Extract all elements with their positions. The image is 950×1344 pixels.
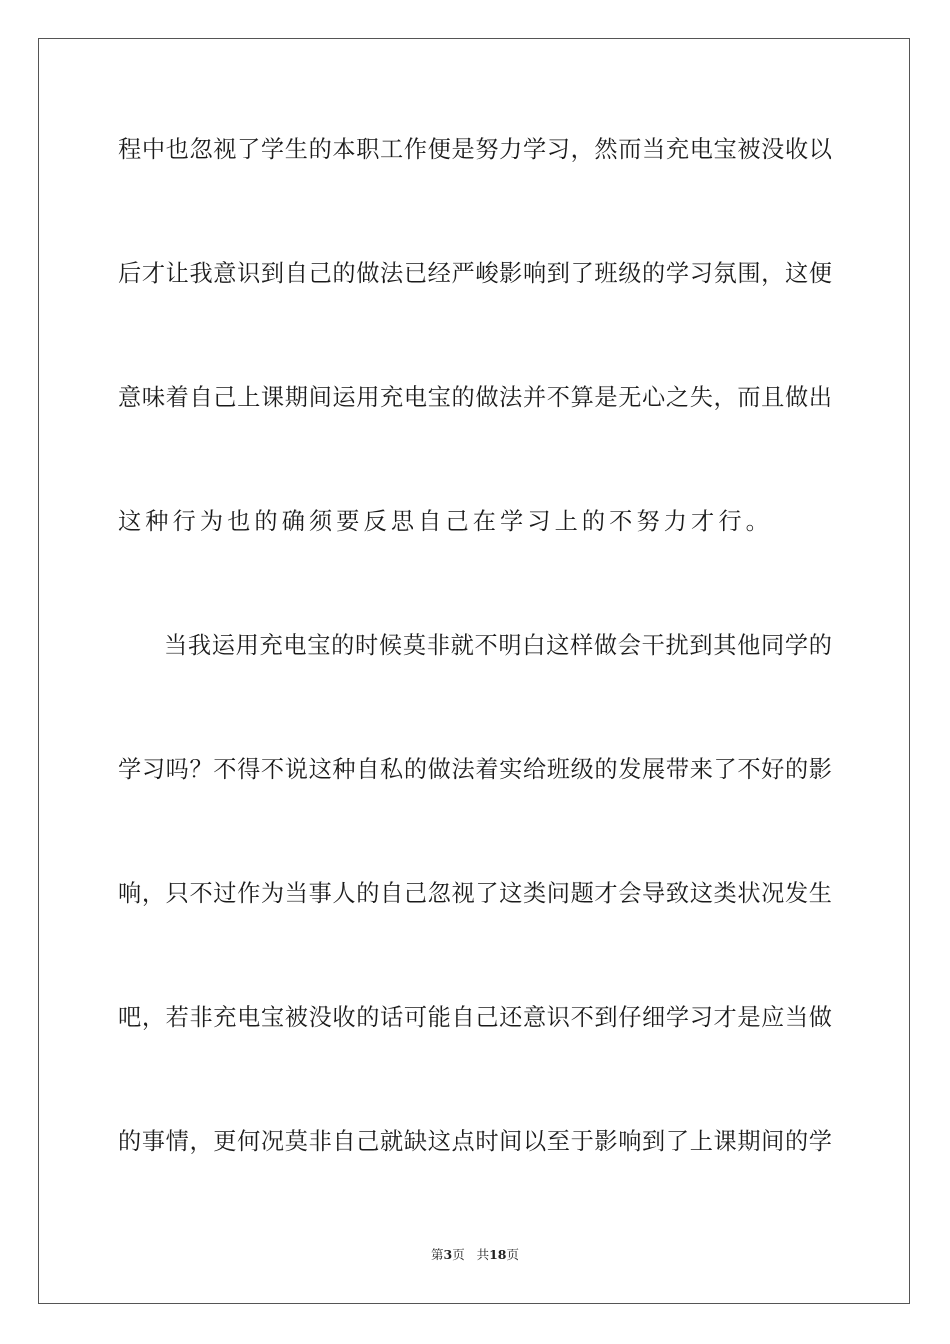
- footer-suffix: 页: [506, 1247, 520, 1262]
- body-text-line: 吧，若非充电宝被没收的话可能自己还意识不到仔细学习才是应当做: [118, 1004, 832, 1031]
- current-page-number: 3: [443, 1247, 453, 1262]
- body-text-line: 后才让我意识到自己的做法已经严峻影响到了班级的学习氛围，这便: [118, 260, 832, 287]
- body-text-line: 意味着自己上课期间运用充电宝的做法并不算是无心之失，而且做出: [118, 384, 832, 411]
- paragraph-first-line: 当我运用充电宝的时候莫非就不明白这样做会干扰到其他同学的: [164, 632, 832, 659]
- footer-prefix: 第: [430, 1247, 444, 1262]
- page-number-footer: [0, 1246, 950, 1264]
- body-text-line: 学习吗？不得不说这种自私的做法着实给班级的发展带来了不好的影: [118, 756, 832, 783]
- body-text-line: 程中也忽视了学生的本职工作便是努力学习，然而当充电宝被没收以: [118, 136, 832, 163]
- footer-middle: 页 共: [452, 1247, 490, 1262]
- page-border: [38, 38, 910, 1304]
- body-text-line: 这种行为也的确须要反思自己在学习上的不努力才行。: [118, 508, 773, 535]
- body-text-line: 的事情，更何况莫非自己就缺这点时间以至于影响到了上课期间的学: [118, 1128, 832, 1155]
- total-pages-number: 18: [489, 1247, 507, 1262]
- body-text-line: 响，只不过作为当事人的自己忽视了这类问题才会导致这类状况发生: [118, 880, 832, 907]
